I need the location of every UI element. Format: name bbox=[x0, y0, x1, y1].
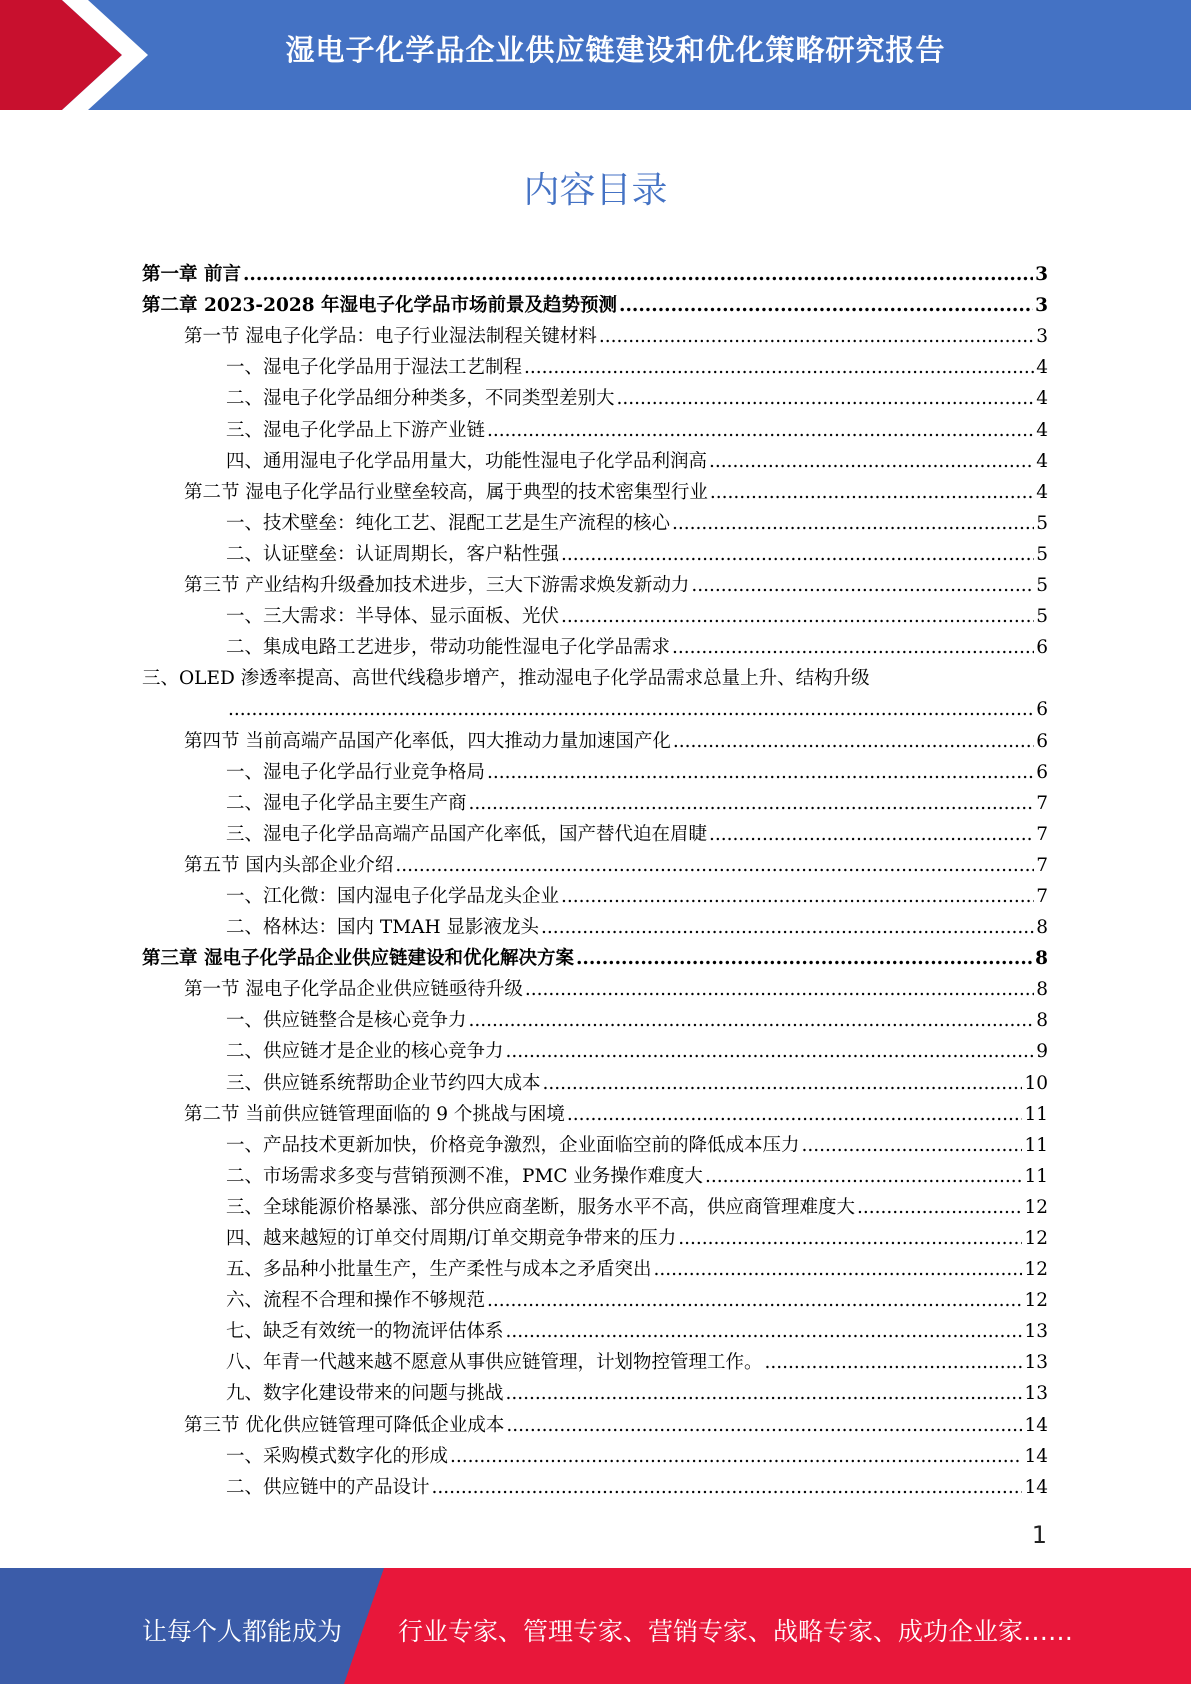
toc-entry[interactable] bbox=[142, 1404, 1048, 1435]
toc-entry-page: 6 bbox=[1036, 637, 1048, 659]
toc-entry-page: 12 bbox=[1024, 1228, 1048, 1249]
toc-heading: 内容目录 bbox=[523, 170, 668, 211]
toc-entry[interactable] bbox=[142, 876, 1048, 907]
footer-slogan-right: 行业专家、管理专家、营销专家、战略专家、成功企业家…… bbox=[398, 1617, 1074, 1646]
toc-entry-title: 第三节 优化供应链管理可降低企业成本 bbox=[184, 1414, 505, 1436]
toc-entry[interactable] bbox=[142, 472, 1048, 503]
toc-entry-page: 4 bbox=[1036, 357, 1048, 379]
dot-leader bbox=[709, 452, 1034, 472]
toc-entry-page: 13 bbox=[1024, 1352, 1048, 1374]
dot-leader bbox=[525, 980, 1034, 1000]
dot-leader bbox=[524, 358, 1034, 378]
dot-leader bbox=[617, 389, 1035, 409]
dot-leader bbox=[243, 265, 1033, 285]
dot-leader bbox=[561, 887, 1034, 907]
toc-entry-page: 7 bbox=[1036, 854, 1048, 876]
report-title: 湿电子化学品企业供应链建设和优化策略研究报告 bbox=[285, 33, 946, 67]
toc-entry[interactable] bbox=[142, 969, 1048, 1000]
toc-entry-title: 二、湿电子化学品主要生产商 bbox=[226, 792, 467, 814]
toc-entry-page: 5 bbox=[1036, 512, 1048, 534]
dot-leader bbox=[450, 1447, 1022, 1467]
toc-entry[interactable] bbox=[142, 658, 1048, 689]
toc-entry[interactable] bbox=[142, 285, 1048, 316]
toc-entry-page: 6 bbox=[1036, 730, 1048, 752]
toc-entry-title: 八、年青一代越来越不愿意从事供应链管理，计划物控管理工作。 bbox=[226, 1352, 763, 1374]
toc-entry-title: 二、供应链才是企业的核心竞争力 bbox=[226, 1041, 504, 1063]
dot-leader bbox=[691, 576, 1034, 596]
toc-entry[interactable] bbox=[142, 938, 1048, 969]
dot-leader bbox=[506, 1384, 1023, 1404]
dot-leader bbox=[541, 918, 1034, 938]
toc-entry[interactable] bbox=[142, 534, 1048, 565]
dot-leader bbox=[506, 1416, 1022, 1436]
toc-entry[interactable] bbox=[142, 1280, 1048, 1311]
toc-entry-page: 12 bbox=[1024, 1259, 1048, 1281]
toc-entry[interactable] bbox=[142, 503, 1048, 534]
dot-leader bbox=[619, 296, 1033, 316]
dot-leader bbox=[228, 700, 1034, 720]
toc-entry[interactable] bbox=[142, 907, 1048, 938]
toc-entry-title: 一、湿电子化学品用于湿法工艺制程 bbox=[226, 357, 523, 379]
dot-leader bbox=[432, 1478, 1023, 1498]
toc-entry[interactable] bbox=[142, 627, 1048, 658]
toc-entry-page: 7 bbox=[1036, 885, 1048, 907]
dot-leader bbox=[678, 1229, 1022, 1249]
toc-entry-title: 第一章 前言 bbox=[142, 264, 241, 286]
toc-entry[interactable] bbox=[142, 845, 1048, 876]
toc-entry-title: 五、多品种小批量生产，生产柔性与成本之矛盾突出 bbox=[226, 1259, 652, 1281]
toc-entry[interactable] bbox=[142, 1062, 1048, 1093]
toc-entry-title: 三、全球能源价格暴涨、部分供应商垄断，服务水平不高，供应商管理难度大 bbox=[226, 1196, 856, 1218]
toc-entry-page: 7 bbox=[1036, 792, 1048, 814]
toc-entry[interactable] bbox=[142, 596, 1048, 627]
toc-entry-title: 四、越来越短的订单交付周期/订单交期竞争带来的压力 bbox=[226, 1228, 677, 1249]
dot-leader bbox=[487, 763, 1034, 783]
toc-entry-page: 9 bbox=[1036, 1041, 1048, 1063]
toc-entry-title: 二、供应链中的产品设计 bbox=[226, 1476, 430, 1498]
toc-entry-page: 3 bbox=[1036, 326, 1048, 348]
dot-leader bbox=[543, 1074, 1023, 1094]
toc-entry[interactable] bbox=[142, 720, 1048, 751]
toc-entry-page: 4 bbox=[1036, 450, 1048, 472]
toc-entry-page: 5 bbox=[1036, 606, 1048, 628]
toc-entry-title: 第三章 湿电子化学品企业供应链建设和优化解决方案 bbox=[142, 948, 574, 970]
toc-entry-title: 第三节 产业结构升级叠加技术进步，三大下游需求焕发新动力 bbox=[184, 575, 690, 597]
toc-entry[interactable] bbox=[142, 752, 1048, 783]
toc-entry-page: 8 bbox=[1036, 917, 1048, 939]
dot-leader bbox=[395, 856, 1034, 876]
dot-leader bbox=[672, 514, 1034, 534]
toc-entry-page: 5 bbox=[1036, 543, 1048, 565]
toc-entry-title: 九、数字化建设带来的问题与挑战 bbox=[226, 1383, 504, 1405]
dot-leader bbox=[561, 607, 1034, 627]
toc-entry-page: 6 bbox=[1036, 699, 1048, 721]
toc-entry-page: 3 bbox=[1035, 295, 1048, 317]
toc-entry[interactable] bbox=[142, 1218, 1048, 1249]
toc-entry-page: 4 bbox=[1036, 481, 1048, 503]
dot-leader bbox=[710, 483, 1034, 503]
toc-entry-title: 一、产品技术更新加快，价格竞争激烈，企业面临空前的降低成本压力 bbox=[226, 1134, 800, 1156]
toc-entry[interactable] bbox=[142, 254, 1048, 285]
toc-entry[interactable] bbox=[142, 783, 1048, 814]
toc-entry-title: 二、格林达：国内 TMAH 显影液龙头 bbox=[226, 917, 540, 939]
toc-entry[interactable] bbox=[142, 1156, 1048, 1187]
toc-entry[interactable] bbox=[142, 347, 1048, 378]
toc-entry[interactable] bbox=[142, 814, 1048, 845]
dot-leader bbox=[765, 1353, 1023, 1373]
dot-leader bbox=[487, 421, 1034, 441]
toc-entry-title: 二、认证壁垒：认证周期长，客户粘性强 bbox=[226, 543, 560, 565]
toc-entry-page: 11 bbox=[1024, 1103, 1048, 1125]
page-header bbox=[0, 0, 1191, 110]
dot-leader bbox=[672, 638, 1034, 658]
toc-entry-page: 10 bbox=[1024, 1072, 1048, 1094]
toc-entry-page: 14 bbox=[1024, 1414, 1048, 1436]
toc-entry-title: 一、湿电子化学品行业竞争格局 bbox=[226, 761, 486, 783]
toc-entry-title: 四、通用湿电子化学品用量大，功能性湿电子化学品利润高 bbox=[226, 450, 708, 472]
toc-entry-page: 14 bbox=[1024, 1476, 1048, 1498]
dot-leader bbox=[705, 1167, 1023, 1187]
page-footer bbox=[0, 1568, 1191, 1684]
page-number: 1 bbox=[1031, 1521, 1047, 1549]
toc-entry-title: 第二节 当前供应链管理面临的 9 个挑战与困境 bbox=[184, 1103, 565, 1125]
toc-entry[interactable] bbox=[142, 1187, 1048, 1218]
dot-leader bbox=[506, 1042, 1035, 1062]
toc-entry-title: 第二节 湿电子化学品行业壁垒较高，属于典型的技术密集型行业 bbox=[184, 481, 708, 503]
dot-leader bbox=[673, 732, 1034, 752]
toc-entry-page: 13 bbox=[1024, 1321, 1048, 1343]
toc-entry-page: 12 bbox=[1024, 1196, 1048, 1218]
toc-entry-page: 13 bbox=[1024, 1383, 1048, 1405]
toc-entry-title: 第四节 当前高端产品国产化率低，四大推动力量加速国产化 bbox=[184, 730, 671, 752]
toc-entry-page: 4 bbox=[1036, 388, 1048, 410]
toc-entry[interactable] bbox=[142, 378, 1048, 409]
toc-entry-page: 5 bbox=[1036, 575, 1048, 597]
toc-entry[interactable] bbox=[142, 1000, 1048, 1031]
toc-entry-page: 14 bbox=[1024, 1445, 1048, 1467]
toc-entry-title: 三、湿电子化学品上下游产业链 bbox=[226, 419, 486, 441]
toc-entry[interactable] bbox=[142, 689, 1048, 720]
toc-entry[interactable] bbox=[142, 316, 1048, 347]
toc-entry[interactable] bbox=[142, 1125, 1048, 1156]
toc-entry-title: 三、湿电子化学品高端产品国产化率低，国产替代迫在眉睫 bbox=[226, 823, 708, 845]
toc-entry-page: 11 bbox=[1024, 1165, 1048, 1187]
dot-leader bbox=[487, 1291, 1022, 1311]
toc-entry[interactable] bbox=[142, 1342, 1048, 1373]
toc-entry-page: 8 bbox=[1036, 1010, 1048, 1032]
toc-entry-page: 8 bbox=[1035, 948, 1048, 970]
toc-entry-title: 第一节 湿电子化学品企业供应链亟待升级 bbox=[184, 979, 523, 1001]
toc-entry-title: 第一节 湿电子化学品：电子行业湿法制程关键材料 bbox=[184, 326, 597, 348]
dot-leader bbox=[802, 1136, 1023, 1156]
dot-leader bbox=[654, 1260, 1023, 1280]
toc-entry-title: 二、湿电子化学品细分种类多，不同类型差别大 bbox=[226, 388, 615, 410]
dot-leader bbox=[576, 949, 1033, 969]
toc-entry-title: 一、江化微：国内湿电子化学品龙头企业 bbox=[226, 885, 560, 907]
toc-entry-title: 一、三大需求：半导体、显示面板、光伏 bbox=[226, 606, 560, 628]
toc-entry-title: 三、OLED 渗透率提高、高世代线稳步增产，推动湿电子化学品需求总量上升、结构升级 bbox=[142, 668, 870, 690]
dot-leader bbox=[857, 1198, 1022, 1218]
toc-entry-title: 一、采购模式数字化的形成 bbox=[226, 1445, 449, 1467]
dot-leader bbox=[506, 1322, 1023, 1342]
toc-entry-title: 一、技术壁垒：纯化工艺、混配工艺是生产流程的核心 bbox=[226, 512, 671, 534]
toc-entry-page: 6 bbox=[1036, 761, 1048, 783]
toc-entry[interactable] bbox=[142, 441, 1048, 472]
toc-entry-title: 第五节 国内头部企业介绍 bbox=[184, 854, 394, 876]
toc-entry[interactable] bbox=[142, 1031, 1048, 1062]
dot-leader bbox=[469, 1011, 1035, 1031]
toc-entry[interactable] bbox=[142, 409, 1048, 440]
toc-entry-title: 七、缺乏有效统一的物流评估体系 bbox=[226, 1321, 504, 1343]
toc-entry[interactable] bbox=[142, 1467, 1048, 1498]
toc-entry-page: 3 bbox=[1035, 264, 1048, 286]
dot-leader bbox=[567, 1105, 1023, 1125]
dot-leader bbox=[709, 825, 1034, 845]
toc-entry-title: 二、市场需求多变与营销预测不准，PMC 业务操作难度大 bbox=[226, 1165, 703, 1187]
toc-entry-title: 六、流程不合理和操作不够规范 bbox=[226, 1290, 486, 1312]
toc-entry-page: 4 bbox=[1036, 419, 1048, 441]
toc-entry-page: 12 bbox=[1024, 1290, 1048, 1312]
table-of-contents bbox=[142, 254, 1048, 1498]
toc-entry[interactable] bbox=[142, 1094, 1048, 1125]
toc-entry-page: 7 bbox=[1036, 823, 1048, 845]
toc-entry-title: 第二章 2023-2028 年湿电子化学品市场前景及趋势预测 bbox=[142, 295, 618, 317]
toc-entry-page: 8 bbox=[1036, 979, 1048, 1001]
dot-leader bbox=[561, 545, 1034, 565]
toc-entry-title: 一、供应链整合是核心竞争力 bbox=[226, 1010, 467, 1032]
toc-entry-page: 11 bbox=[1024, 1134, 1048, 1156]
toc-entry[interactable] bbox=[142, 1436, 1048, 1467]
toc-entry[interactable] bbox=[142, 1373, 1048, 1404]
toc-entry[interactable] bbox=[142, 1311, 1048, 1342]
dot-leader bbox=[599, 327, 1034, 347]
toc-entry[interactable] bbox=[142, 1249, 1048, 1280]
toc-entry-title: 三、供应链系统帮助企业节约四大成本 bbox=[226, 1072, 541, 1094]
toc-entry[interactable] bbox=[142, 565, 1048, 596]
footer-slogan-left: 让每个人都能成为 bbox=[142, 1617, 343, 1646]
toc-entry-title: 二、集成电路工艺进步，带动功能性湿电子化学品需求 bbox=[226, 637, 671, 659]
dot-leader bbox=[469, 794, 1035, 814]
